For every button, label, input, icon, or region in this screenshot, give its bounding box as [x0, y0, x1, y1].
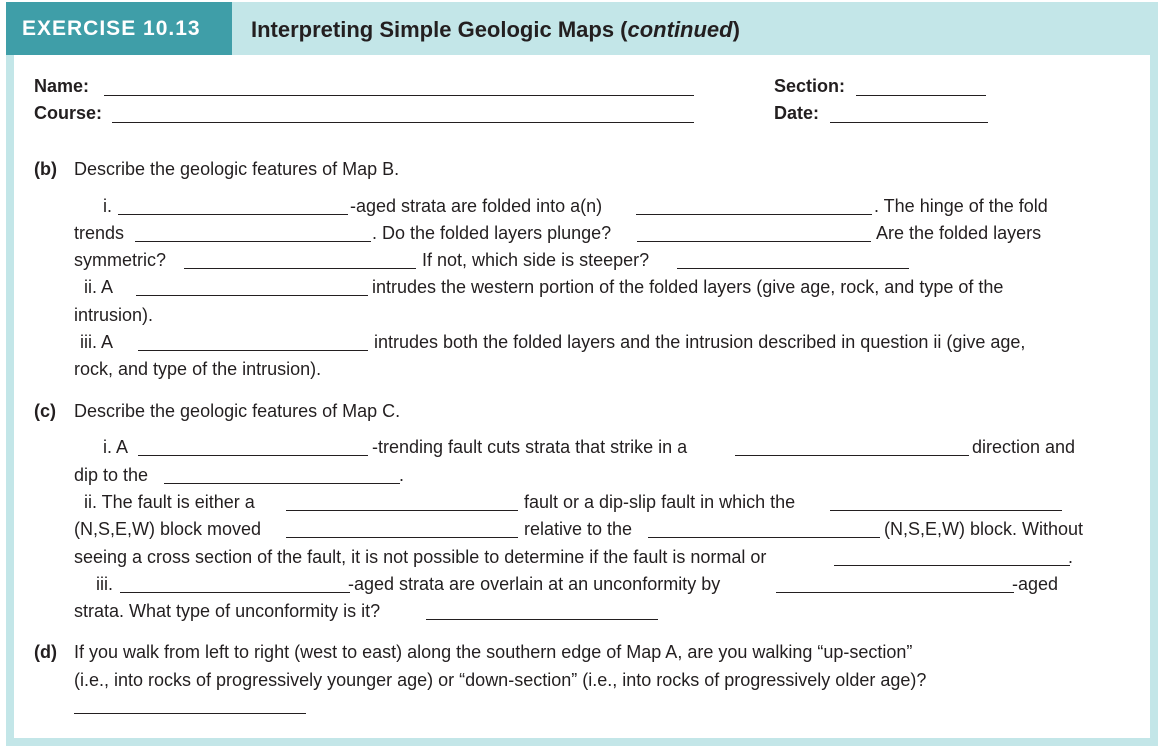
c-i-text-2: direction and [972, 437, 1076, 457]
c-ii-reverse-blank[interactable] [834, 565, 1070, 566]
date-label: Date: [774, 103, 820, 123]
part-b-prompt: Describe the geologic features of Map B. [74, 159, 400, 179]
b-iii-number: iii. A [80, 332, 114, 352]
b-i-text-5: Are the folded layers [876, 223, 1042, 243]
b-ii-intrusion-blank[interactable] [136, 295, 368, 296]
b-i-text-3: trends [74, 223, 125, 243]
name-label: Name: [34, 76, 90, 96]
c-ii-fault-type-blank[interactable] [286, 510, 518, 511]
d-answer-blank[interactable] [74, 713, 306, 714]
b-iii-intrusion-blank[interactable] [138, 350, 368, 351]
c-ii-block-blank[interactable] [830, 510, 1062, 511]
title-text: Interpreting Simple Geologic Maps ( [251, 17, 628, 42]
b-i-text-4: . Do the folded layers plunge? [372, 223, 612, 243]
b-ii-text-2: intrusion). [74, 305, 154, 325]
section-field[interactable] [856, 95, 986, 96]
b-ii-text-1: intrudes the western portion of the folded layers (give age, rock, and type of the [372, 277, 1004, 297]
c-ii-text-7: . [1068, 547, 1074, 567]
part-d-letter: (d) [34, 642, 57, 662]
part-d-line-1: If you walk from left to right (west to east) along the southern edge of Map A, are you walking “up-section” [74, 642, 913, 662]
b-iii-text-1: intrudes both the folded layers and the intrusion described in question ii (give age, [374, 332, 1026, 352]
c-ii-text-5: (N,S,E,W) block. Without [884, 519, 1084, 539]
b-i-text-2: . The hinge of the fold [874, 196, 1048, 216]
part-c-prompt: Describe the geologic features of Map C. [74, 401, 401, 421]
c-i-text-4: . [399, 465, 405, 485]
b-i-trend-blank[interactable] [135, 241, 371, 242]
b-i-number: i. [103, 196, 112, 216]
c-i-dip-blank[interactable] [164, 483, 400, 484]
exercise-title [251, 2, 740, 55]
c-ii-text-2: fault or a dip-slip fault in which the [524, 492, 796, 512]
c-i-number: i. A [103, 437, 129, 457]
date-field[interactable] [830, 122, 988, 123]
part-c-letter: (c) [34, 401, 56, 421]
b-i-text-6: symmetric? [74, 250, 167, 270]
b-i-plunge-blank[interactable] [637, 241, 871, 242]
c-iii-text-2: -aged [1012, 574, 1059, 594]
b-i-symmetric-blank[interactable] [184, 268, 416, 269]
c-i-trend-blank[interactable] [138, 455, 368, 456]
b-iii-text-2: rock, and type of the intrusion). [74, 359, 322, 379]
c-ii-relative-block-blank[interactable] [648, 537, 880, 538]
course-label: Course: [34, 103, 103, 123]
c-iii-age-blank[interactable] [120, 592, 350, 593]
part-d-line-2: (i.e., into rocks of progressively younger age) or “down-section” (i.e., into rocks of progressively older age)? [74, 670, 927, 690]
b-i-text-1: -aged strata are folded into a(n) [350, 196, 603, 216]
name-field[interactable] [104, 95, 694, 96]
title-continued: continued [627, 17, 733, 42]
c-ii-text-6: seeing a cross section of the fault, it is not possible to determine if the fault is normal or [74, 547, 767, 567]
b-i-age-blank[interactable] [118, 214, 348, 215]
part-b-letter: (b) [34, 159, 57, 179]
c-iii-text-1: -aged strata are overlain at an unconformity by [348, 574, 721, 594]
c-i-strike-blank[interactable] [735, 455, 969, 456]
b-i-fold-type-blank[interactable] [636, 214, 872, 215]
c-ii-moved-blank[interactable] [286, 537, 518, 538]
c-ii-text-4: relative to the [524, 519, 633, 539]
c-iii-number: iii. [96, 574, 113, 594]
b-i-steeper-blank[interactable] [677, 268, 909, 269]
c-i-text-1: -trending fault cuts strata that strike in a [372, 437, 688, 457]
c-ii-text-1: ii. The fault is either a [84, 492, 255, 512]
course-field[interactable] [112, 122, 694, 123]
b-i-text-7: If not, which side is steeper? [422, 250, 650, 270]
title-close: ) [732, 17, 740, 42]
section-label: Section: [774, 76, 846, 96]
c-ii-text-3: (N,S,E,W) block moved [74, 519, 262, 539]
exercise-header [6, 2, 1158, 55]
c-iii-overlying-age-blank[interactable] [776, 592, 1014, 593]
c-iii-unconformity-blank[interactable] [426, 619, 658, 620]
c-i-text-3: dip to the [74, 465, 149, 485]
exercise-number-tab: EXERCISE 10.13 [6, 2, 232, 55]
c-iii-text-3: strata. What type of unconformity is it? [74, 601, 381, 621]
b-ii-number: ii. A [84, 277, 114, 297]
